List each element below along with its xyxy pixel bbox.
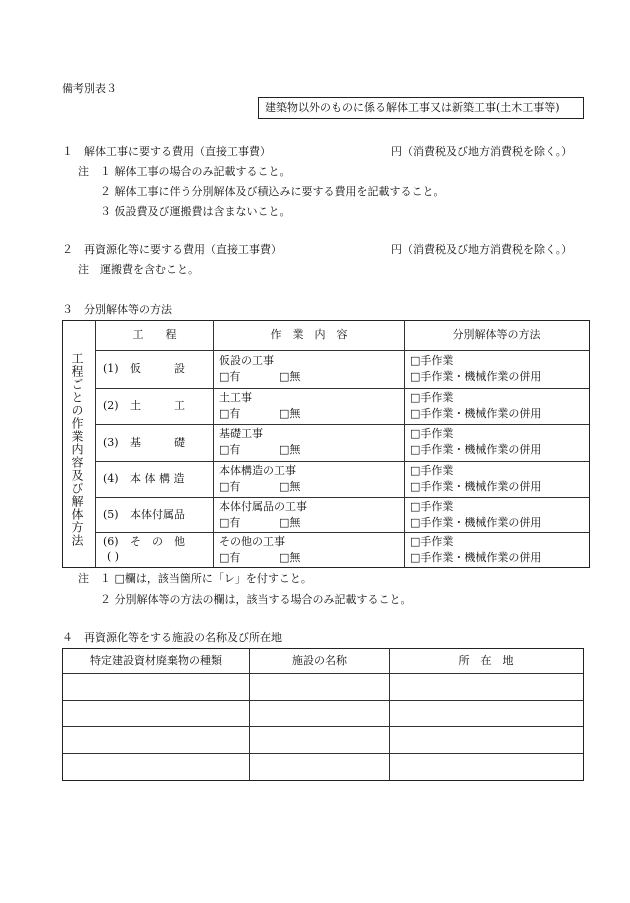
checkbox-manual[interactable]: □手作業 — [410, 464, 454, 477]
checkbox-mixed[interactable]: □手作業・機械作業の併用 — [410, 516, 542, 529]
checkbox-yes[interactable]: □有 — [219, 480, 241, 493]
checkbox-manual[interactable]: □手作業 — [410, 500, 454, 513]
input-cell[interactable] — [391, 755, 581, 778]
row-name: そ の 他 — [130, 535, 185, 548]
input-cell[interactable] — [391, 675, 581, 699]
checkbox-mixed[interactable]: □手作業・機械作業の併用 — [410, 370, 542, 383]
row-num: (1) — [103, 362, 119, 375]
row-name: 仮 設 — [130, 362, 185, 375]
checkbox-yes[interactable]: □有 — [219, 551, 241, 564]
section3-note: １ □欄は，該当箇所に「レ」を付すこと。 — [100, 572, 312, 585]
row-work: 基礎工事 — [219, 427, 263, 440]
checkbox-yes[interactable]: □有 — [219, 516, 241, 529]
input-cell[interactable] — [64, 702, 248, 725]
row-name: 土 工 — [130, 399, 185, 412]
form-label: 備考別表３ — [62, 82, 117, 95]
form-title: 建築物以外のものに係る解体工事又は新築工事(土木工事等) — [265, 101, 560, 114]
input-cell[interactable] — [64, 755, 248, 778]
checkbox-mixed[interactable]: □手作業・機械作業の併用 — [410, 407, 542, 420]
checkbox-no[interactable]: □無 — [279, 516, 301, 529]
col-header-location: 所 在 地 — [458, 654, 514, 667]
row-work: その他の工事 — [219, 535, 285, 548]
row-num: (6) — [103, 535, 119, 548]
row-name: 本体付属品 — [130, 508, 185, 521]
input-cell[interactable] — [391, 728, 581, 752]
checkbox-mixed[interactable]: □手作業・機械作業の併用 — [410, 480, 542, 493]
section1-unit: 円（消費税及び地方消費税を除く。） — [391, 145, 573, 158]
row-work: 本体付属品の工事 — [219, 500, 307, 513]
checkbox-yes[interactable]: □有 — [219, 370, 241, 383]
checkbox-manual[interactable]: □手作業 — [410, 535, 454, 548]
checkbox-manual[interactable]: □手作業 — [410, 354, 454, 367]
section2-heading: ２ 再資源化等に要する費用（直接工事費） — [62, 243, 282, 256]
checkbox-no[interactable]: □無 — [279, 370, 301, 383]
section2-note: 運搬費を含むこと。 — [100, 263, 199, 276]
input-cell[interactable] — [64, 728, 248, 752]
row-name: 本 体 構 造 — [130, 472, 185, 485]
col-header-waste-type: 特定建設資材廃棄物の種類 — [90, 654, 222, 667]
row-num: (5) — [103, 508, 119, 521]
input-cell[interactable] — [251, 675, 388, 699]
section1-note: ２ 解体工事に伴う分別解体及び積込みに要する費用を記載すること。 — [100, 185, 445, 198]
input-cell[interactable] — [251, 728, 388, 752]
checkbox-manual[interactable]: □手作業 — [410, 427, 454, 440]
section3-heading: ３ 分別解体等の方法 — [62, 303, 172, 316]
section1-note: １ 解体工事の場合のみ記載すること。 — [100, 165, 291, 178]
col-header-process: 工 程 — [132, 328, 177, 341]
section2-unit: 円（消費税及び地方消費税を除く。） — [391, 243, 573, 256]
checkbox-mixed[interactable]: □手作業・機械作業の併用 — [410, 551, 542, 564]
title-box — [258, 97, 584, 119]
checkbox-manual[interactable]: □手作業 — [410, 391, 454, 404]
col-header-method: 分別解体等の方法 — [452, 328, 541, 341]
section1-heading: １ 解体工事に要する費用（直接工事費） — [62, 145, 271, 158]
checkbox-no[interactable]: □無 — [279, 443, 301, 456]
row-num: (4) — [103, 472, 119, 485]
checkbox-mixed[interactable]: □手作業・機械作業の併用 — [410, 443, 542, 456]
col-header-work: 作 業 内 容 — [270, 328, 348, 341]
checkbox-no[interactable]: □無 — [279, 480, 301, 493]
row-num: (3) — [103, 436, 119, 449]
row-work: 本体構造の工事 — [219, 464, 296, 477]
input-cell[interactable] — [391, 702, 581, 725]
row-work: 土工事 — [219, 391, 252, 404]
checkbox-no[interactable]: □無 — [279, 407, 301, 420]
section2-note-prefix: 注 — [78, 263, 89, 276]
input-cell[interactable] — [64, 675, 248, 699]
section4-heading: ４ 再資源化等をする施設の名称及び所在地 — [62, 631, 282, 644]
col-header-facility-name: 施設の名称 — [292, 654, 347, 667]
row-work: 仮設の工事 — [219, 354, 274, 367]
checkbox-no[interactable]: □無 — [279, 551, 301, 564]
row-num: (2) — [103, 399, 119, 412]
input-cell[interactable] — [251, 755, 388, 778]
input-cell[interactable] — [251, 702, 388, 725]
checkbox-yes[interactable]: □有 — [219, 443, 241, 456]
section1-note: ３ 仮設費及び運搬費は含まないこと。 — [100, 205, 291, 218]
side-label: 工程ごとの作業内容及び解体方法 — [70, 352, 84, 547]
section3-note-prefix: 注 — [78, 572, 89, 585]
row-name: 基 礎 — [130, 436, 185, 449]
section1-note-prefix: 注 — [78, 165, 89, 178]
section3-note: ２ 分別解体等の方法の欄は，該当する場合のみ記載すること。 — [100, 593, 412, 606]
checkbox-yes[interactable]: □有 — [219, 407, 241, 420]
other-paren-field[interactable]: ( ) — [107, 550, 120, 563]
